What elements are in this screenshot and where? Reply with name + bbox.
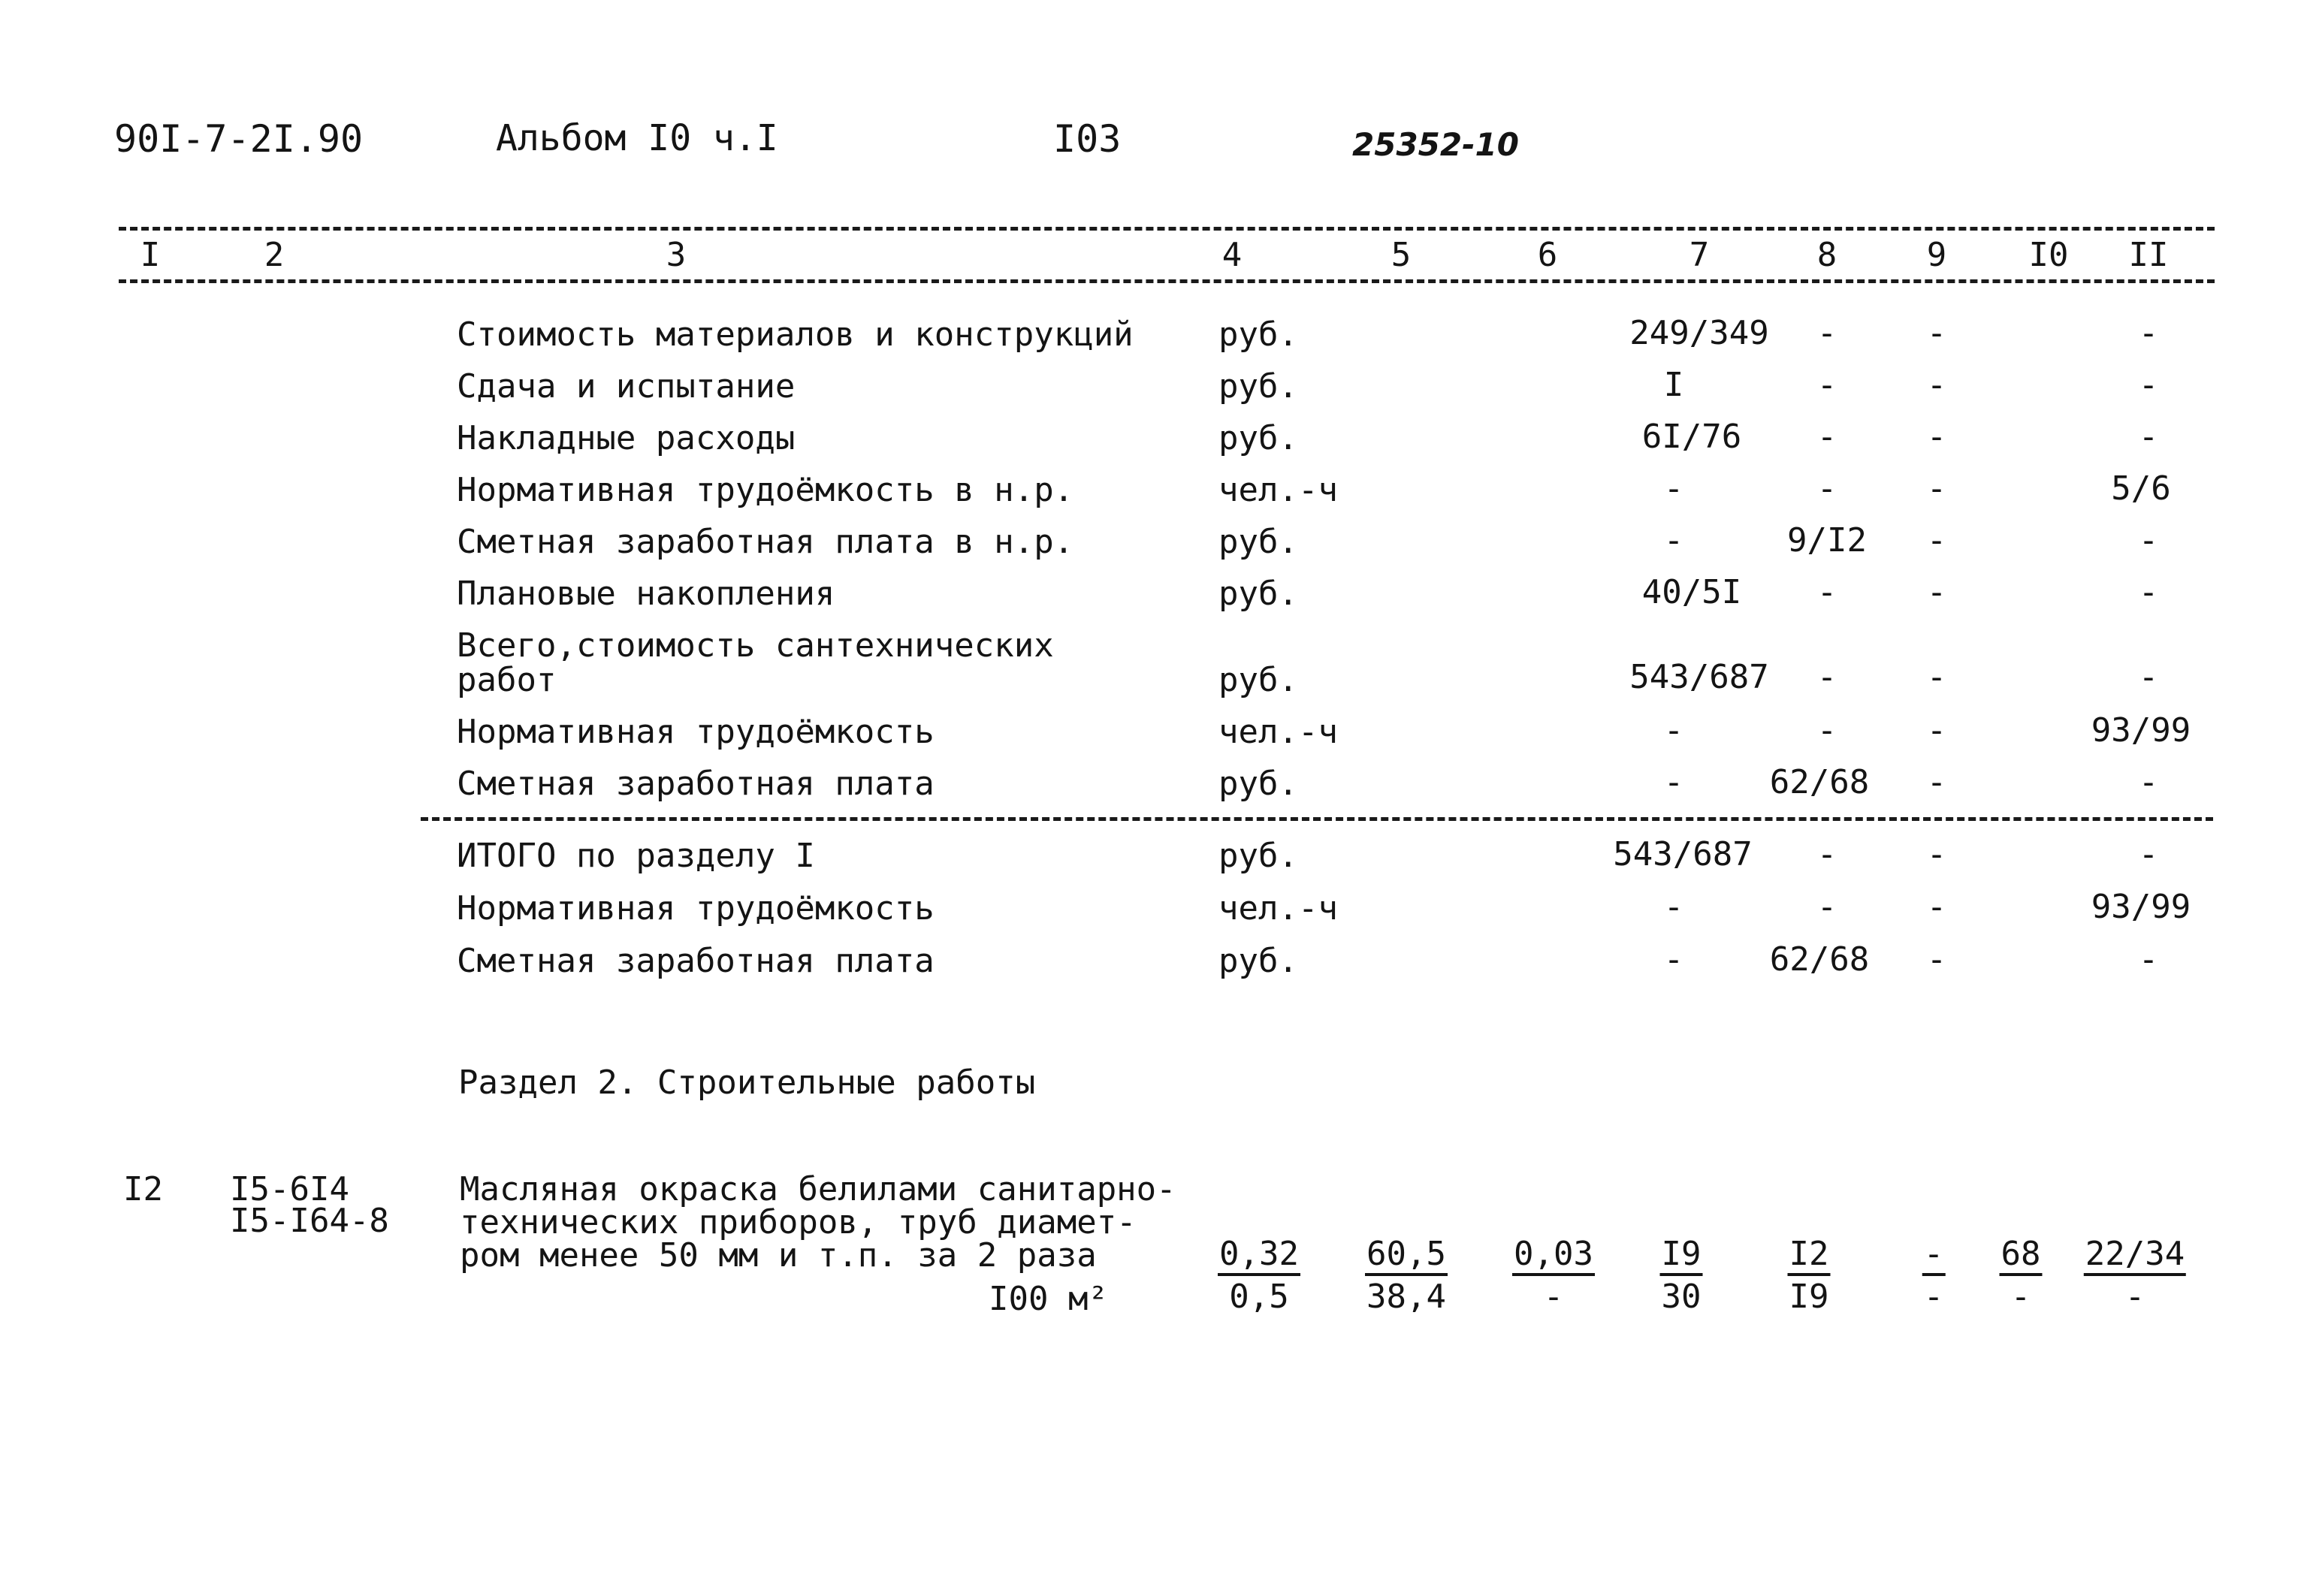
total-col11: -	[2138, 940, 2159, 979]
row-col9: -	[1926, 521, 1947, 560]
total-col9: -	[1926, 940, 1947, 979]
item-col11	[2084, 1235, 2186, 1316]
total-col11: -	[2138, 835, 2159, 873]
row-label: Стоимость материалов и конструкций	[457, 315, 1134, 354]
row-col11: -	[2138, 573, 2159, 611]
row-col7: 249/349	[1629, 314, 1769, 352]
totals-separator-rule	[421, 817, 2213, 821]
row-label-continued: работ	[457, 661, 557, 699]
row-unit: руб.	[1218, 765, 1298, 803]
col9-bottom: -	[1923, 1278, 1944, 1316]
total-label: Сметная заработная плата	[457, 942, 935, 980]
col5-bottom: 38,4	[1366, 1278, 1446, 1316]
row-col8: -	[1816, 658, 1837, 696]
total-unit: руб.	[1218, 837, 1298, 875]
row-col7: -	[1663, 763, 1684, 801]
total-col8: -	[1816, 835, 1837, 873]
col-header-9: 9	[1926, 236, 1947, 274]
row-col8: 62/68	[1769, 763, 1870, 801]
row-unit: чел.-ч	[1218, 471, 1338, 509]
page-number: I03	[1053, 117, 1122, 161]
row-label: Нормативная трудоёмкость	[457, 713, 935, 751]
col-header-5: 5	[1391, 236, 1412, 274]
item-description: Масляная окраска белилами санитарно-	[460, 1170, 1176, 1208]
row-label: Нормативная трудоёмкость в н.р.	[457, 471, 1074, 509]
col-header-10: I0	[2028, 236, 2069, 274]
col8-top: I2	[1788, 1238, 1831, 1276]
row-col7: 6I/76	[1641, 418, 1742, 456]
row-unit: руб.	[1218, 367, 1298, 406]
row-col9: -	[1926, 366, 1947, 404]
row-col11: -	[2138, 763, 2159, 801]
row-col8: 9/I2	[1787, 521, 1867, 560]
item-number: I2	[123, 1170, 163, 1208]
row-col11: -	[2138, 366, 2159, 404]
col11-top: 22/34	[2084, 1238, 2186, 1276]
col11-bottom: -	[2124, 1278, 2145, 1316]
row-col8: -	[1816, 573, 1837, 611]
col-header-1: I	[140, 236, 161, 274]
col4-top: 0,32	[1218, 1238, 1300, 1276]
item-col7	[1660, 1235, 1703, 1316]
row-col8: -	[1816, 418, 1837, 456]
total-label: ИТОГО по разделу I	[457, 837, 815, 875]
row-col11: 93/99	[2091, 711, 2191, 750]
total-col7: 543/687	[1613, 835, 1753, 873]
row-col9: -	[1926, 711, 1947, 750]
row-col7: -	[1663, 521, 1684, 560]
total-col8: 62/68	[1769, 940, 1870, 979]
row-label: Накладные расходы	[457, 419, 796, 457]
row-col7: 40/5I	[1641, 573, 1742, 611]
row-col9: -	[1926, 418, 1947, 456]
item-description: ром менее 50 мм и т.п. за 2 раза	[460, 1236, 1097, 1275]
col-header-2: 2	[264, 236, 285, 274]
row-label: Сметная заработная плата в н.р.	[457, 523, 1074, 561]
total-col7: -	[1663, 888, 1684, 926]
item-description: технических приборов, труб диамет-	[460, 1203, 1137, 1242]
total-col11: 93/99	[2091, 888, 2191, 926]
total-col8: -	[1816, 888, 1837, 926]
row-col8: -	[1816, 314, 1837, 352]
col10-top: 68	[2000, 1238, 2043, 1276]
item-col4	[1218, 1235, 1300, 1316]
row-unit: руб.	[1218, 575, 1298, 613]
col7-top: I9	[1660, 1238, 1703, 1276]
col9-top: -	[1922, 1238, 1946, 1276]
header-top-rule	[119, 227, 2215, 231]
section2-title: Раздел 2. Строительные работы	[458, 1063, 1036, 1102]
row-col8: -	[1816, 711, 1837, 750]
row-col9: -	[1926, 469, 1947, 508]
item-col10	[2000, 1235, 2043, 1316]
col5-top: 60,5	[1365, 1238, 1448, 1276]
row-col9: -	[1926, 314, 1947, 352]
col8-bottom: I9	[1789, 1278, 1829, 1316]
row-label: Плановые накопления	[457, 575, 835, 613]
total-unit: руб.	[1218, 942, 1298, 980]
row-label: Сметная заработная плата	[457, 765, 935, 803]
item-unit: I00 м²	[989, 1280, 1108, 1318]
col-header-11: II	[2128, 236, 2169, 274]
row-unit: руб.	[1218, 661, 1298, 699]
col7-bottom: 30	[1661, 1278, 1702, 1316]
row-col8: -	[1816, 469, 1837, 508]
col10-bottom: -	[2010, 1278, 2031, 1316]
item-col6	[1512, 1235, 1595, 1316]
document-code: 90I-7-2I.90	[114, 117, 364, 161]
col-header-3: 3	[666, 236, 687, 274]
item-code: I5-I64-8	[230, 1202, 389, 1240]
row-col7: -	[1663, 469, 1684, 508]
row-col7: 543/687	[1629, 658, 1769, 696]
row-unit: чел.-ч	[1218, 713, 1338, 751]
row-col11: -	[2138, 521, 2159, 560]
album-label: Альбом I0 ч.I	[496, 117, 778, 159]
row-col11: 5/6	[2111, 469, 2171, 508]
row-col9: -	[1926, 658, 1947, 696]
col6-bottom: -	[1543, 1278, 1564, 1316]
header-bottom-rule	[119, 279, 2215, 283]
row-col7: I	[1663, 366, 1684, 404]
row-col11: -	[2138, 418, 2159, 456]
col-header-4: 4	[1221, 236, 1243, 274]
item-col5	[1365, 1235, 1448, 1316]
row-col11: -	[2138, 314, 2159, 352]
col6-top: 0,03	[1512, 1238, 1595, 1276]
total-label: Нормативная трудоёмкость	[457, 889, 935, 928]
total-unit: чел.-ч	[1218, 889, 1338, 928]
row-unit: руб.	[1218, 523, 1298, 561]
col-header-8: 8	[1816, 236, 1837, 274]
item-col8	[1788, 1235, 1831, 1316]
col-header-7: 7	[1689, 236, 1710, 274]
row-label: Всего,стоимость сантехнических	[457, 626, 1054, 665]
row-col9: -	[1926, 573, 1947, 611]
handwritten-number: 25352-10	[1352, 126, 1519, 163]
row-col11: -	[2138, 658, 2159, 696]
col-header-6: 6	[1537, 236, 1558, 274]
total-col7: -	[1663, 940, 1684, 979]
row-unit: руб.	[1218, 315, 1298, 354]
item-col9	[1922, 1235, 1946, 1316]
row-label: Сдача и испытание	[457, 367, 796, 406]
row-col7: -	[1663, 711, 1684, 750]
item-code: I5-6I4	[230, 1170, 349, 1208]
row-col8: -	[1816, 366, 1837, 404]
total-col9: -	[1926, 835, 1947, 873]
row-unit: руб.	[1218, 419, 1298, 457]
row-col9: -	[1926, 763, 1947, 801]
total-col9: -	[1926, 888, 1947, 926]
col4-bottom: 0,5	[1229, 1278, 1289, 1316]
